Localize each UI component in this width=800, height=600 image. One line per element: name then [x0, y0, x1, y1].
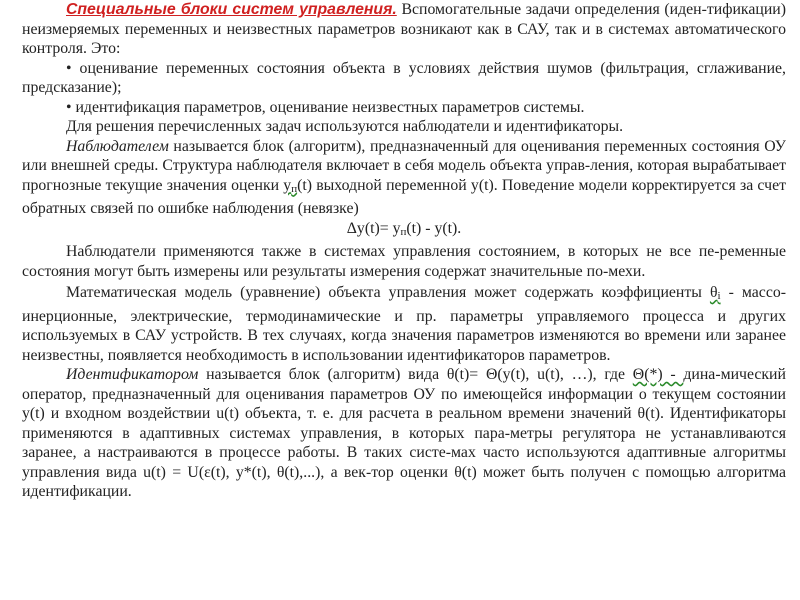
bullet-filtering: • оценивание переменных состояния объекта в условиях действия шумов (фильтрация, сглаживание, предсказание);: [22, 59, 786, 96]
model-text-a: Математическая модель (уравнение) объекта управления может содержать коэффициенты: [66, 284, 710, 301]
identifier-text-a: называется блок (алгоритм) вида θ(t)= Θ(y(t), u(t), …), где: [198, 366, 633, 383]
observer-paragraph: [22, 137, 786, 219]
residual-formula: Δy(t)= yп(t) - y(t).: [346, 219, 462, 238]
identifier-term: Идентификатором: [66, 366, 199, 383]
model-text-b: - массо-инерционные, электрические, термодинамические и пр. параметры управляемого процесса и других используемых в САУ устройств. В тех случаях, когда значения параметров изменяются во времени или заранее неизвестны, появляется необходимость в использовании идентификаторов параметров.: [22, 284, 786, 364]
coefficient-symbol: θi: [709, 284, 721, 302]
operator-symbol: Θ(*) -: [632, 366, 684, 383]
observer-term: Наблюдателем: [66, 137, 169, 155]
estimate-symbol: yп: [283, 176, 298, 195]
tasks-sentence: Для решения перечисленных задач используются наблюдатели и идентификаторы.: [66, 118, 624, 135]
identifier-text-b: дина-мический оператор, предназначенный для оценивания параметров ОУ по имеющейся информации о текущем состоянии y(t) и входном воздействии u(t) объекта, т. е. для расчета в реальном времени значений θ(t). Идентификаторы применяются в адаптивных системах управления, в которых пара-метры регулятора не устанавливаются заранее, а настраиваются в процессе работы. В таких систе-мах часто используются адаптивные алгоритмы управления вида u(t) = U(ε(t), y*(t), θ(t),...), а век-тор оценки θ(t) может быть получен с помощью алгоритма идентификации.: [22, 366, 786, 500]
observer-usage-paragraph: Наблюдатели применяются также в системах управления состоянием, в которых не все пе-ременные состояния могут быть измерены или результаты измерения содержат значительные по-мехи.: [22, 243, 786, 280]
observer-text-a: называется блок (алгоритм), предназначенный для оценивания переменных состояния ОУ или внешней среды. Структура наблюдателя включает в себя модель объекта управ-ления, которая вырабатывает прогнозные текущие значения оценки: [22, 137, 786, 194]
intro-paragraph: [22, 0, 786, 59]
identifier-paragraph: [22, 365, 786, 502]
intro-text: Вспомогательные задачи определения (иден-тификации) неизмеряемых переменных и неизвестных параметров возникают как в САУ, так и в системах автоматического контроля. Это:: [22, 1, 786, 57]
section-title: Специальные блоки систем управления.: [66, 1, 397, 18]
bullet-identification: • идентификация параметров, оценивание неизвестных параметров системы.: [66, 98, 585, 116]
model-paragraph: [22, 283, 786, 365]
observer-text-b: (t) выходной переменной y(t). Поведение модели корректируется за счет обратных связей по ошибке наблюдения (невязке): [22, 176, 786, 217]
